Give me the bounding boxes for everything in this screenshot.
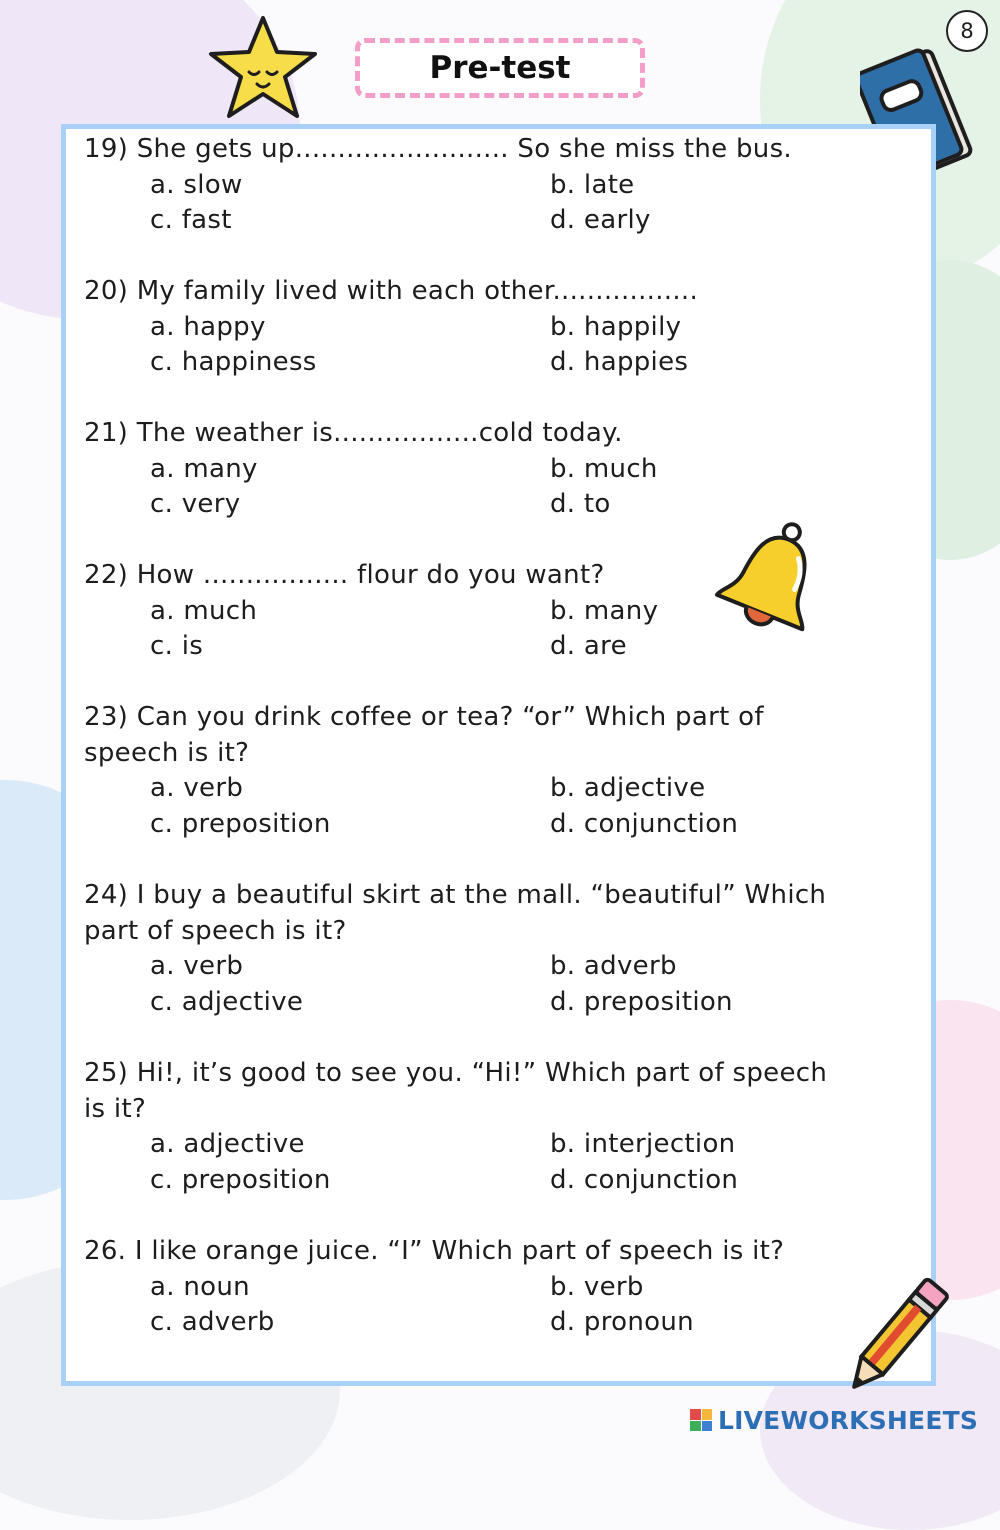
option-d[interactable]: d. are (550, 631, 627, 661)
option-d[interactable]: d. conjunction (550, 808, 739, 839)
option-b[interactable]: b. happily (550, 311, 682, 342)
question-25 (84, 1056, 914, 1198)
option-d[interactable]: d. early (550, 205, 651, 235)
bell-icon (712, 514, 832, 638)
option-a[interactable]: a. much (150, 595, 258, 626)
option-c[interactable]: c. preposition (150, 1164, 331, 1195)
option-b[interactable]: b. interjection (550, 1129, 736, 1159)
answer-options (150, 452, 914, 523)
star-icon (205, 14, 321, 122)
answer-options (150, 1127, 914, 1198)
question-24 (84, 878, 914, 1020)
question-text: 21) The weather is.................cold today. (84, 418, 623, 448)
option-a[interactable]: a. adjective (150, 1129, 305, 1159)
answer-options (150, 310, 914, 381)
option-a[interactable]: a. verb (150, 951, 244, 981)
option-d[interactable]: d. pronoun (550, 1307, 694, 1337)
question-26 (84, 1234, 914, 1341)
option-a[interactable]: a. verb (150, 773, 244, 803)
question-text: 19) She gets up......................... So she miss the bus. (84, 134, 792, 164)
option-b[interactable]: b. verb (550, 1271, 644, 1302)
pencil-icon (836, 1270, 956, 1404)
question-text: 23) Can you drink coffee or tea? “or” Which part of (84, 702, 764, 732)
answer-options (150, 771, 914, 842)
option-c[interactable]: c. very (150, 489, 241, 519)
option-a[interactable]: a. slow (150, 169, 243, 200)
option-a[interactable]: a. many (150, 453, 258, 484)
question-text: part of speech is it? (84, 915, 347, 946)
question-20 (84, 274, 914, 381)
question-text: 26. I like orange juice. “I” Which part of speech is it? (84, 1236, 785, 1266)
option-b[interactable]: b. late (550, 169, 635, 200)
option-d[interactable]: d. happies (550, 347, 689, 377)
option-d[interactable]: d. preposition (550, 986, 733, 1017)
question-23 (84, 700, 914, 842)
option-b[interactable]: b. adjective (550, 773, 706, 803)
question-text: 22) How ................. flour do you want? (84, 560, 605, 590)
option-a[interactable]: a. noun (150, 1271, 250, 1302)
option-d[interactable]: d. conjunction (550, 1164, 739, 1195)
question-21 (84, 416, 914, 523)
answer-options (150, 1270, 914, 1341)
brand-logo-icon (690, 1409, 712, 1431)
option-a[interactable]: a. happy (150, 311, 266, 342)
option-b[interactable]: b. many (550, 595, 659, 626)
footer-brand[interactable] (690, 1404, 978, 1436)
question-text: 24) I buy a beautiful skirt at the mall. “beautiful” Which (84, 880, 827, 910)
option-c[interactable]: c. is (150, 631, 204, 661)
option-c[interactable]: c. happiness (150, 347, 317, 377)
option-c[interactable]: c. adverb (150, 1307, 275, 1337)
option-b[interactable]: b. much (550, 453, 658, 484)
page-number: 8 (946, 10, 988, 52)
option-c[interactable]: c. preposition (150, 808, 331, 839)
option-c[interactable]: c. adjective (150, 986, 304, 1017)
option-c[interactable]: c. fast (150, 205, 232, 235)
brand-name: LIVEWORKSHEETS (718, 1405, 979, 1435)
question-text: speech is it? (84, 737, 250, 768)
question-text: 20) My family lived with each other................. (84, 276, 699, 306)
option-d[interactable]: d. to (550, 489, 611, 519)
option-b[interactable]: b. adverb (550, 951, 677, 981)
page-title: Pre-test (355, 38, 645, 98)
question-19 (84, 132, 914, 239)
question-text: is it? (84, 1093, 147, 1124)
answer-options (150, 949, 914, 1020)
answer-options (150, 168, 914, 239)
question-text: 25) Hi!, it’s good to see you. “Hi!” Which part of speech (84, 1058, 828, 1088)
